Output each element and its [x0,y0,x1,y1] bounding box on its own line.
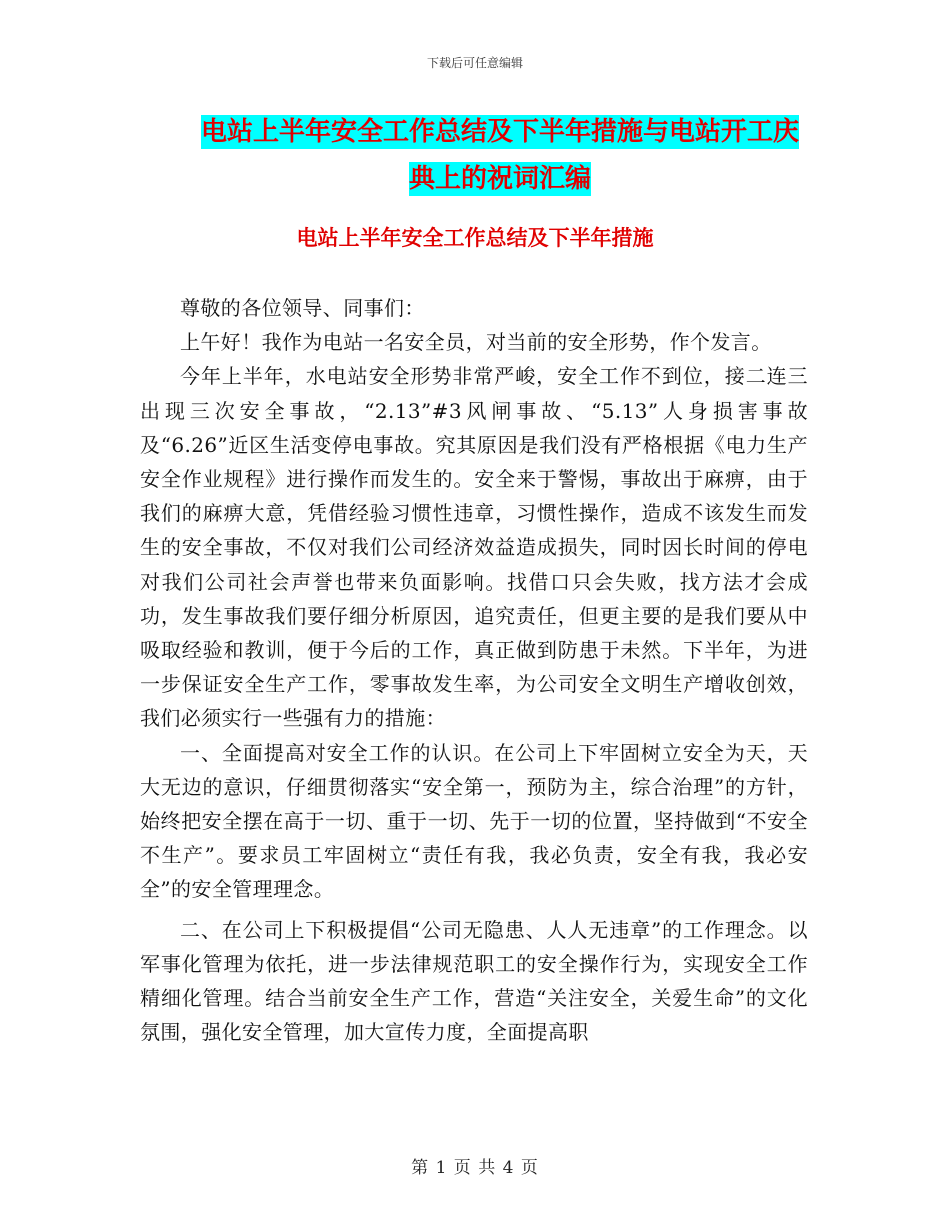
title-line-1: 电站上半年安全工作总结及下半年措施与电站开工庆 [200,117,799,147]
title-line-2: 典上的祝词汇编 [408,164,591,194]
body-text [140,291,808,1049]
section-title: 电站上半年安全工作总结及下半年措施 [296,225,654,250]
paragraph-greeting: 尊敬的各位领导、同事们： [180,296,425,320]
paragraph-measure-1: 一、全面提高对安全工作的认识。在公司上下牢固树立安全为天，天大无边的意识，仔细贯彻落实“安全第一，预防为主，综合治理”的方针，始终把安全摆在高于一切、重于一切、先于一切的位置，坚持做到“不安全不生产”。要求员工牢固树立“责任有我，我必负责，安全有我，我必安全”的安全管理理念。 [140,740,808,902]
paragraph-measure-2: 二、在公司上下积极提倡“公司无隐患、人人无违章”的工作理念。以军事化管理为依托，进一步法律规范职工的安全操作行为，实现安全工作精细化管理。结合当前安全生产工作，营造“关注安全，关爱生命”的文化氛围，强化安全管理，加大宣传力度，全面提高职 [140,917,808,1045]
paragraph-opening: 上午好！我作为电站一名安全员，对当前的安全形势，作个发言。 [180,330,772,355]
document-title [140,109,860,203]
paragraph-review: 今年上半年，水电站安全形势非常严峻，安全工作不到位，接二连三出现三次安全事故，“2.13”#3风闸事故、“5.13”人身损害事故及“6.26”近区生活变停电事故。究其原因是我们没有严格根据《电力生产安全作业规程》进行操作而发生的。安全来于警惕，事故出于麻痹，由于我们的麻痹大意，凭借经验习惯性违章，习惯性操作，造成不该发生而发生的安全事故，不仅对我们公司经济效益造成损失，同时因长时间的停电对我们公司社会声誉也带来负面影响。找借口只会失败，找方法才会成功，发生事故我们要仔细分析原因，追究责任，但更主要的是我们要从中吸取经验和教训，便于今后的工作，真正做到防患于未然。下半年，为进一步保证安全生产工作，零事故发生率，为公司安全文明生产增收创效，我们必须实行一些强有力的措施： [140,364,808,731]
header-note: 下载后可任意编辑 [426,56,523,70]
page-number: 第 1 页 共 4 页 [411,1158,539,1178]
